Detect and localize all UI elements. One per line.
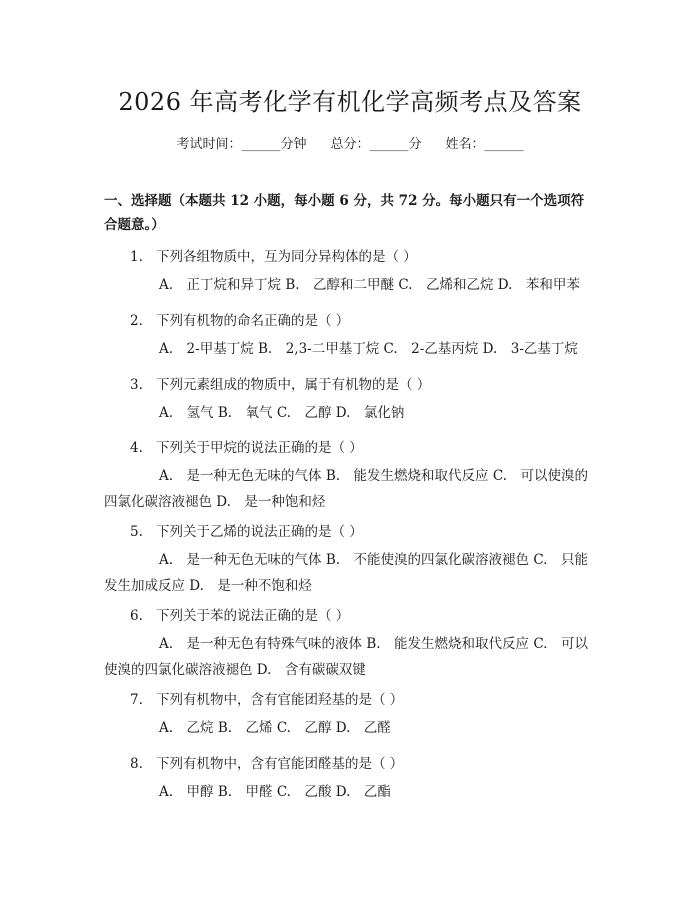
section-heading: 一、选择题（本题共 12 小题，每小题 6 分，共 72 分。每小题只有一个选项符合题意。） [104, 193, 585, 233]
exam-title: 2026 年高考化学有机化学高频考点及答案 [118, 88, 582, 116]
total-score-field: 总分：______分 [330, 137, 422, 152]
question-text: 下列有机物的命名正确的是（ ） [156, 313, 350, 329]
question-options: A. 是一种无色无味的气体 B. 能发生燃烧和取代反应 C. 可以使溴的四氯化碳溶液褪色 D. 是一种饱和烃 [104, 468, 588, 510]
exam-time-field: 考试时间：______分钟 [176, 137, 307, 152]
question-options: A. 氢气 B. 氧气 C. 乙醇 D. 氯化钠 [159, 405, 405, 421]
question-stem [130, 604, 349, 624]
question-options: A. 是一种无色无味的气体 B. 不能使溴的四氯化碳溶液褪色 C. 只能发生加成反应 D. 是一种不饱和烃 [104, 552, 588, 594]
question-text: 下列关于甲烷的说法正确的是（ ） [156, 440, 363, 456]
question-stem [130, 309, 349, 329]
exam-info-line [0, 133, 700, 152]
question-text: 下列关于乙烯的说法正确的是（ ） [156, 524, 363, 540]
student-name-field: 姓名：______ [445, 137, 524, 152]
question-stem [130, 436, 363, 456]
question-options: A. 乙烷 B. 乙烯 C. 乙醇 D. 乙醛 [159, 720, 391, 736]
question-stem [130, 373, 430, 393]
question-text: 下列关于苯的说法正确的是（ ） [156, 608, 350, 624]
question-number: 5. [130, 524, 143, 540]
question-options: A. 甲醇 B. 甲醛 C. 乙酸 D. 乙酯 [159, 784, 391, 800]
question-stem [130, 520, 363, 540]
question-stem [130, 245, 417, 265]
question-text: 下列有机物中，含有官能团羟基的是（ ） [156, 692, 404, 708]
question-stem [130, 688, 403, 708]
question-number: 4. [130, 440, 143, 456]
question-number: 8. [130, 756, 143, 772]
question-number: 6. [130, 608, 143, 624]
question-text: 下列元素组成的物质中，属于有机物的是（ ） [156, 377, 431, 393]
question-options: A. 2-甲基丁烷 B. 2,3-二甲基丁烷 C. 2-乙基丙烷 D. 3-乙基丁烷 [159, 341, 578, 357]
question-stem [130, 752, 403, 772]
question-number: 1. [130, 249, 143, 265]
question-options: A. 正丁烷和异丁烷 B. 乙醇和二甲醚 C. 乙烯和乙烷 D. 苯和甲苯 [159, 277, 580, 293]
question-number: 7. [130, 692, 143, 708]
question-text: 下列各组物质中，互为同分异构体的是（ ） [156, 249, 417, 265]
question-options: A. 是一种无色有特殊气味的液体 B. 能发生燃烧和取代反应 C. 可以使溴的四氯化碳溶液褪色 D. 含有碳碳双键 [104, 636, 588, 678]
question-number: 2. [130, 313, 143, 329]
question-number: 3. [130, 377, 143, 393]
question-text: 下列有机物中，含有官能团醛基的是（ ） [156, 756, 404, 772]
